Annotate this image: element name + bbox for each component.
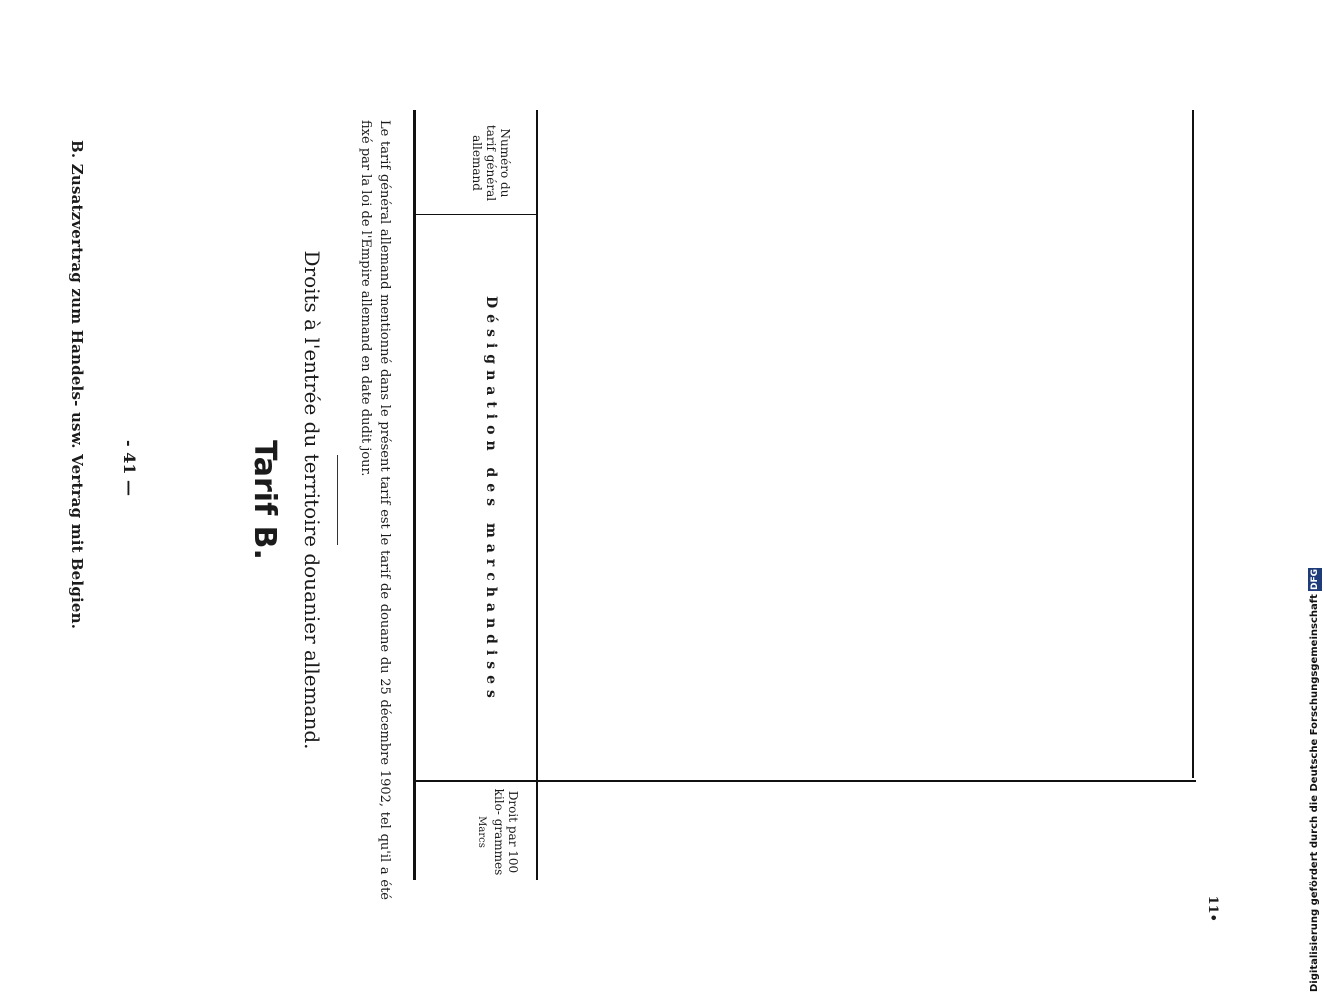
- running-header: [68, 140, 86, 920]
- header-designation: Désignation des marchandises: [483, 296, 499, 704]
- credit-text: Digitalisierung gefördert durch die Deutsche Forschungsgemeinschaft: [1309, 594, 1320, 992]
- header-droit-label: Droit par 100 kilo- grammes: [492, 788, 520, 876]
- header-country: Belgien.: [68, 557, 86, 630]
- table-column-divider: [414, 214, 538, 215]
- page-subtitle: Droits à l'entrée du territoire douanier allemand.: [300, 250, 324, 750]
- table-header-rule: [536, 110, 538, 880]
- digitization-credit: [1308, 8, 1324, 992]
- page-number: - 41 —: [120, 440, 139, 497]
- header-droit-unit: Marcs: [476, 816, 487, 848]
- table-bottom-rule: [1192, 110, 1194, 778]
- page-title: Tarif B.: [247, 440, 282, 560]
- header-text: B. Zusatzvertrag zum Handels- usw. Vertrag mit: [68, 140, 86, 553]
- header-droit: [474, 784, 520, 880]
- header-number: Numéro du tarif général allemand: [470, 124, 512, 202]
- dfg-logo: DFG: [1310, 568, 1320, 590]
- table-column-divider: [414, 780, 1196, 782]
- table-top-rule: [413, 110, 416, 880]
- folio-mark: 11•: [1205, 895, 1220, 922]
- title-divider: [337, 455, 338, 545]
- intro-paragraph: Le tarif général allemand mentionné dans le présent tarif est le tarif de douane du 25 décembre 1902, tel qu'il a été fixé par la loi de l'Empire allemand en date dudit jour.: [358, 120, 392, 900]
